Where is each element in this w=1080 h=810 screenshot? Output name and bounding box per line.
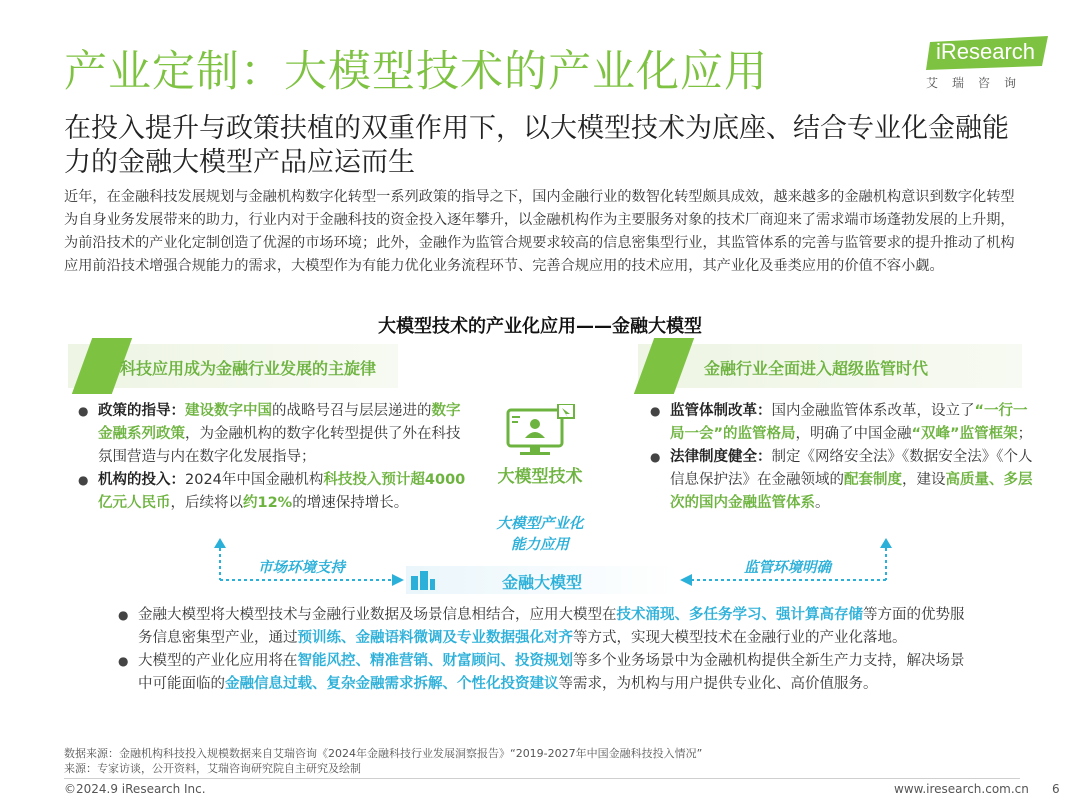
source-line-1: 数据来源：金融机构科技投入规模数据来自艾瑞咨询《2024年金融科技行业发展洞察报告》“2019-2027年中国金融科技投入情况” (64, 747, 703, 760)
page-number: 6 (1052, 782, 1060, 796)
diagram-title: 大模型技术的产业化应用——金融大模型 (378, 316, 702, 337)
bottom-bar (406, 566, 678, 594)
right-banner-text: 金融行业全面进入超级监管时代 (704, 359, 929, 378)
list-item: ● 金融大模型将大模型技术与金融行业数据及场景信息相结合，应用大模型在技术涌现、多任务学习、强计算高存储等方面的优势服务信息密集型产业，通过预训练、金融语料微调及专业数据强化对齐等方式，实现大模型技术在金融行业的产业化落地。 (116, 604, 966, 650)
right-arrow-label: 监管环境明确 (744, 560, 831, 576)
footer-divider (64, 778, 1020, 779)
list-item: ● 机构的投入：2024年中国金融机构科技投入预计超4000亿元人民币，后续将以约12%的增速保持增长。 (76, 469, 466, 515)
footer-copyright: ©2024.9 iResearch Inc. (64, 782, 206, 796)
source-notes (64, 746, 702, 776)
center-sub-label: 大模型产业化 能力应用 (496, 516, 584, 553)
logo-text: iResearch (936, 39, 1036, 64)
list-item: ● 政策的指导：建设数字中国的战略号召与层层递进的数字金融系列政策，为金融机构的数字化转型提供了外在科技氛围营造与内在数字化发展指导； (76, 400, 466, 469)
left-banner-text: 科技应用成为金融行业发展的主旋律 (120, 359, 377, 378)
bottom-bullet-list (116, 604, 966, 696)
source-line-2: 来源：专家访谈，公开资料，艾瑞咨询研究院自主研究及绘制 (64, 762, 361, 775)
bottom-bar-text: 金融大模型 (502, 573, 583, 592)
building-icon (410, 570, 436, 590)
list-item: ● 法律制度健全：制定《网络安全法》《数据安全法》《个人信息保护法》在金融领域的配套制度，建设高质量、多层次的国内金融监管体系。 (648, 446, 1034, 515)
page-subtitle: 在投入提升与政策扶植的双重作用下，以大模型技术为底座、结合专业化金融能力的金融大模型产品应运而生 (64, 113, 1009, 178)
list-item: ● 大模型的产业化应用将在智能风控、精准营销、财富顾问、投资规划等多个业务场景中为金融机构提供全新生产力支持，解决场景中可能面临的金融信息过载、复杂金融需求拆解、个性化投资建议等需求，为机构与用户提供专业化、高价值服务。 (116, 650, 966, 696)
logo-subtitle: 艾瑞咨询 (926, 76, 1031, 90)
list-item: ● 监管体制改革：国内金融监管体系改革，设立了“一行一局一会”的监管格局，明确了中国金融“双峰”监管框架； (648, 400, 1034, 446)
left-arrow-label: 市场环境支持 (258, 560, 345, 576)
footer-url[interactable]: www.iresearch.com.cn (894, 782, 1029, 796)
page-title: 产业定制：大模型技术的产业化应用 (64, 47, 768, 97)
center-label: 大模型技术 (497, 467, 583, 487)
intro-paragraph: 近年，在金融科技发展规划与金融机构数字化转型一系列政策的指导之下，国内金融行业的数智化转型颇具成效，越来越多的金融机构意识到数字化转型为自身业务发展带来的助力，行业内对于金融科技的资金投入逐年攀升，以金融机构作为主要服务对象的技术厂商迎来了需求端市场蓬勃发展的上升期，为前沿技术的产业化定制创造了优渥的市场环境；此外，金融作为监管合规要求较高的信息密集型行业，其监管体系的完善与监管要求的提升推动了机构应用前沿技术增强合规能力的需求，大模型作为有能力优化业务流程环节、完善合规应用的技术应用，其产业化及垂类应用的价值不容小觑。 (64, 189, 1015, 274)
